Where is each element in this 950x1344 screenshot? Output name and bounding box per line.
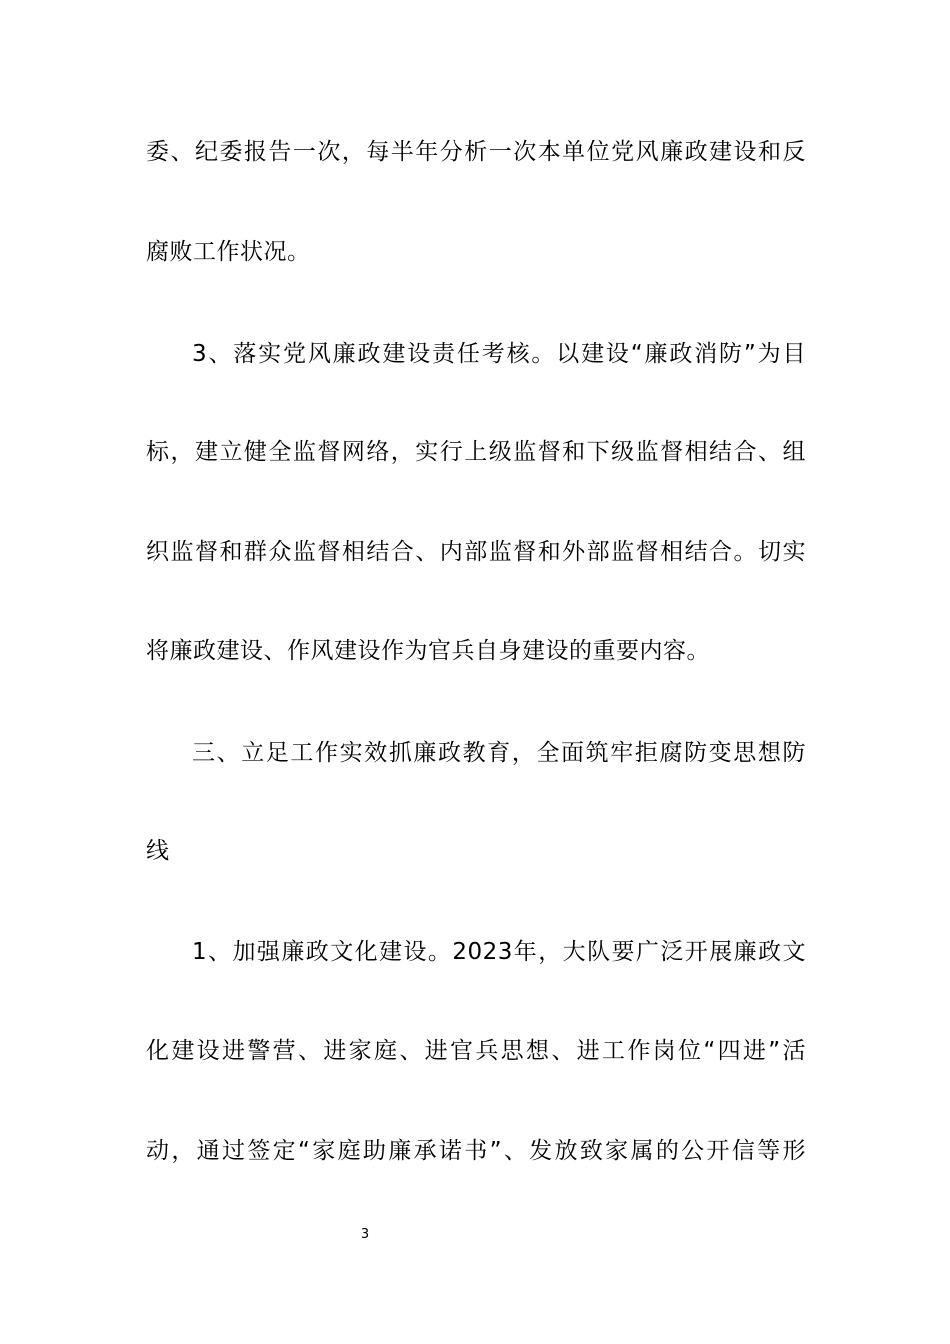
text-line-2: 腐败工作状况。	[146, 239, 311, 265]
text-line-9: 1、加强廉政文化建设。2023年，大队要广泛开展廉政文	[192, 939, 806, 965]
section-heading-line-1: 三、立足工作实效抓廉政教育，全面筑牢拒腐防变思想防	[192, 740, 806, 766]
text-line-3: 3、落实党风廉政建设责任考核。以建设“廉政消防”为目	[192, 341, 806, 367]
text-line-4: 标，建立健全监督网络，实行上级监督和下级监督相结合、组	[146, 439, 806, 465]
text-line-10: 化建设进警营、进家庭、进官兵思想、进工作岗位“四进”活	[146, 1038, 806, 1064]
section-heading-line-2: 线	[146, 838, 170, 864]
text-line-6: 将廉政建设、作风建设作为官兵自身建设的重要内容。	[146, 638, 710, 664]
text-line-5: 织监督和群众监督相结合、内部监督和外部监督相结合。切实	[146, 539, 806, 565]
text-line-1: 委、纪委报告一次，每半年分析一次本单位党风廉政建设和反	[146, 139, 806, 165]
page-number: 3	[360, 1227, 370, 1242]
text-line-11: 动，通过签定“家庭助廉承诺书”、发放致家属的公开信等形	[146, 1138, 806, 1164]
